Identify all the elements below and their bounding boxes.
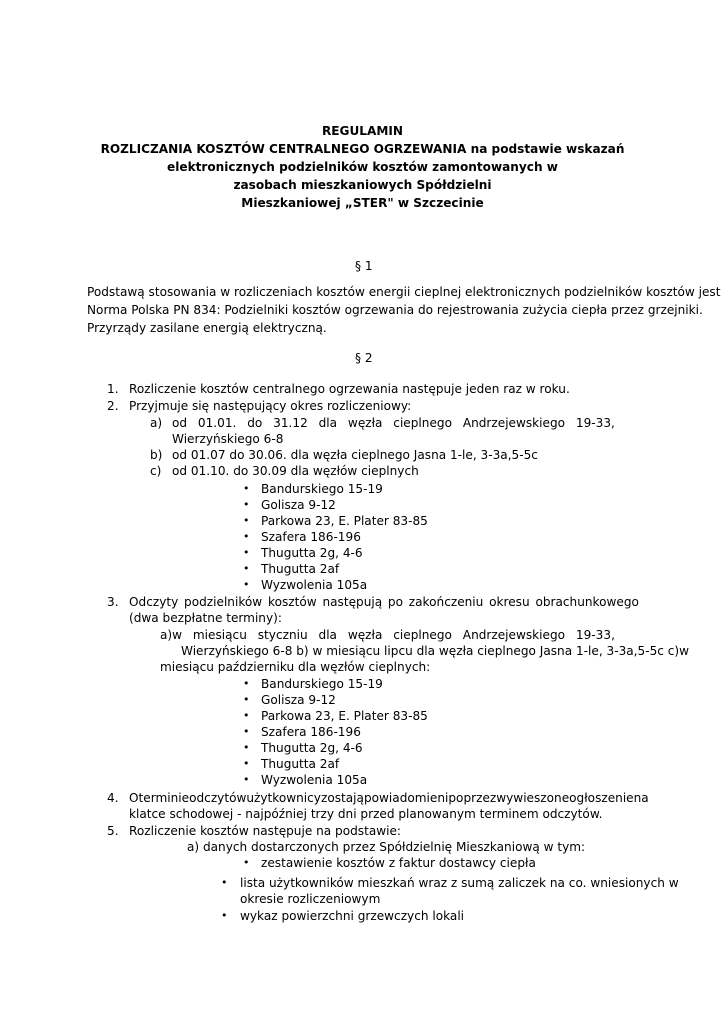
word: miesiącu — [192, 628, 247, 642]
word: zostają — [320, 791, 364, 805]
word: po — [387, 595, 403, 609]
bullet-icon: • — [243, 530, 250, 543]
sub-item-label: c) — [150, 464, 162, 478]
section-1-heading: § 1 — [355, 259, 373, 273]
bullet-text: Golisza 9-12 — [261, 498, 336, 512]
list-number: 3. — [107, 595, 119, 609]
word: poprzez — [448, 791, 497, 805]
section-1-paragraph-line: Przyrządy zasilane energią elektryczną. — [87, 321, 327, 335]
justified-line — [129, 790, 649, 806]
list-item-text: (dwa bezpłatne terminy): — [129, 611, 282, 625]
word: 19-33, — [575, 628, 615, 642]
bullet-text: wykaz powierzchni grzewczych lokali — [240, 909, 465, 923]
bullet-text: Bandurskiego 15-19 — [261, 482, 383, 496]
sub-item-text: miesiącu październiku dla węzłów cieplnych: — [160, 660, 431, 674]
word: do — [247, 416, 263, 430]
bullet-text: Thugutta 2g, 4-6 — [261, 546, 363, 560]
word: od — [172, 416, 188, 430]
bullet-text: Parkowa 23, E. Plater 83-85 — [261, 514, 428, 528]
document-title: REGULAMIN — [321, 124, 404, 138]
word: styczniu — [257, 628, 308, 642]
list-item-text: klatce schodowej - najpóźniej trzy dni przed planowanym terminem odczytów. — [129, 807, 603, 821]
document-title-line: elektronicznych podzielników kosztów zamontowanych w — [167, 160, 558, 174]
word: zakończeniu — [408, 595, 484, 609]
sub-item-label: b) — [150, 448, 163, 462]
word: Odczyty — [129, 595, 179, 609]
list-number: 4. — [107, 791, 119, 805]
bullet-icon: • — [243, 709, 250, 722]
sub-item-text: a) danych dostarczonych przez Spółdzielnię Mieszkaniową w tym: — [187, 840, 586, 854]
list-number: 5. — [107, 824, 119, 838]
bullet-text: Szafera 186-196 — [261, 725, 361, 739]
bullet-icon: • — [221, 876, 228, 889]
word: terminie — [138, 791, 190, 805]
word: obrachunkowego — [535, 595, 639, 609]
bullet-text: lista użytkowników mieszkań wraz z sumą zaliczek na co. wniesionych w — [240, 876, 679, 890]
word: a)w — [160, 628, 183, 642]
bullet-icon: • — [243, 856, 250, 869]
word: 31.12 — [273, 416, 308, 430]
bullet-text: Parkowa 23, E. Plater 83-85 — [261, 709, 428, 723]
word: Andrzejewskiego — [462, 416, 566, 430]
justified-line — [129, 594, 639, 610]
bullet-icon: • — [243, 693, 250, 706]
bullet-text: Bandurskiego 15-19 — [261, 677, 383, 691]
bullet-icon: • — [221, 909, 228, 922]
bullet-text: okresie rozliczeniowym — [240, 892, 381, 906]
sub-item-text: od 01.10. do 30.09 dla węzłów cieplnych — [172, 464, 419, 478]
word: Andrzejewskiego — [462, 628, 566, 642]
word: cieplnego — [393, 416, 452, 430]
bullet-text: Szafera 186-196 — [261, 530, 361, 544]
list-number: 2. — [107, 399, 119, 413]
list-number: 1. — [107, 382, 119, 396]
word: węzła — [347, 628, 383, 642]
bullet-text: Thugutta 2af — [261, 757, 340, 771]
document-title-line: ROZLICZANIA KOSZTÓW CENTRALNEGO OGRZEWANIA na podstawie wskazań — [100, 142, 625, 156]
word: cieplnego — [393, 628, 452, 642]
bullet-text: zestawienie kosztów z faktur dostawcy ciepła — [261, 856, 536, 870]
list-item-text: Rozliczenie kosztów następuje na podstawie: — [129, 824, 402, 838]
bullet-icon: • — [243, 562, 250, 575]
bullet-icon: • — [243, 482, 250, 495]
sub-item-text: Wierzyńskiego 6-8 b) w miesiącu lipcu dla węzła cieplnego Jasna 1-le, 3-3a,5-5c c)w — [181, 644, 690, 658]
list-item-text: Rozliczenie kosztów centralnego ogrzewania następuje jeden raz w roku. — [129, 382, 570, 396]
justified-line — [172, 415, 615, 431]
bullet-text: Thugutta 2g, 4-6 — [261, 741, 363, 755]
bullet-icon: • — [243, 546, 250, 559]
word: powiadomieni — [363, 791, 449, 805]
word: dla — [318, 628, 337, 642]
word: kosztów — [268, 595, 317, 609]
word: ogłoszenie — [569, 791, 634, 805]
bullet-text: Thugutta 2af — [261, 562, 340, 576]
bullet-icon: • — [243, 514, 250, 527]
list-item-text: Przyjmuje się następujący okres rozliczeniowy: — [129, 399, 412, 413]
sub-item-text: Wierzyńskiego 6-8 — [172, 432, 284, 446]
word: na — [633, 791, 649, 805]
word: podzielników — [184, 595, 263, 609]
bullet-icon: • — [243, 741, 250, 754]
sub-item-text: od 01.07 do 30.06. dla węzła cieplnego Jasna 1-le, 3-3a,5-5c — [172, 448, 538, 462]
bullet-icon: • — [243, 677, 250, 690]
bullet-text: Wyzwolenia 105a — [261, 578, 368, 592]
document-title-line: Mieszkaniowej „STER" w Szczecinie — [241, 196, 484, 210]
bullet-icon: • — [243, 498, 250, 511]
word: wywieszone — [496, 791, 570, 805]
word: dla — [318, 416, 338, 430]
bullet-text: Wyzwolenia 105a — [261, 773, 368, 787]
word: węzła — [347, 416, 383, 430]
bullet-icon: • — [243, 578, 250, 591]
sub-item-label: a) — [150, 416, 163, 430]
word: użytkownicy — [246, 791, 321, 805]
word: 01.01. — [197, 416, 237, 430]
word: okresu — [489, 595, 530, 609]
document-title-line: zasobach mieszkaniowych Spółdzielni — [233, 178, 492, 192]
justified-line — [160, 627, 615, 643]
section-2-heading: § 2 — [355, 351, 373, 365]
section-1-paragraph-line: Norma Polska PN 834: Podzielniki kosztów ogrzewania do rejestrowania zużycia ciepła przez grzejniki. — [87, 303, 703, 317]
word: odczytów — [189, 791, 247, 805]
word: O — [129, 791, 139, 805]
bullet-icon: • — [243, 725, 250, 738]
word: następują — [322, 595, 383, 609]
bullet-icon: • — [243, 757, 250, 770]
section-1-paragraph-line: Podstawą stosowania w rozliczeniach kosztów energii cieplnej elektronicznych podzielników kosztów jest — [87, 285, 721, 299]
bullet-icon: • — [243, 773, 250, 786]
word: 19-33, — [575, 416, 615, 430]
bullet-text: Golisza 9-12 — [261, 693, 336, 707]
